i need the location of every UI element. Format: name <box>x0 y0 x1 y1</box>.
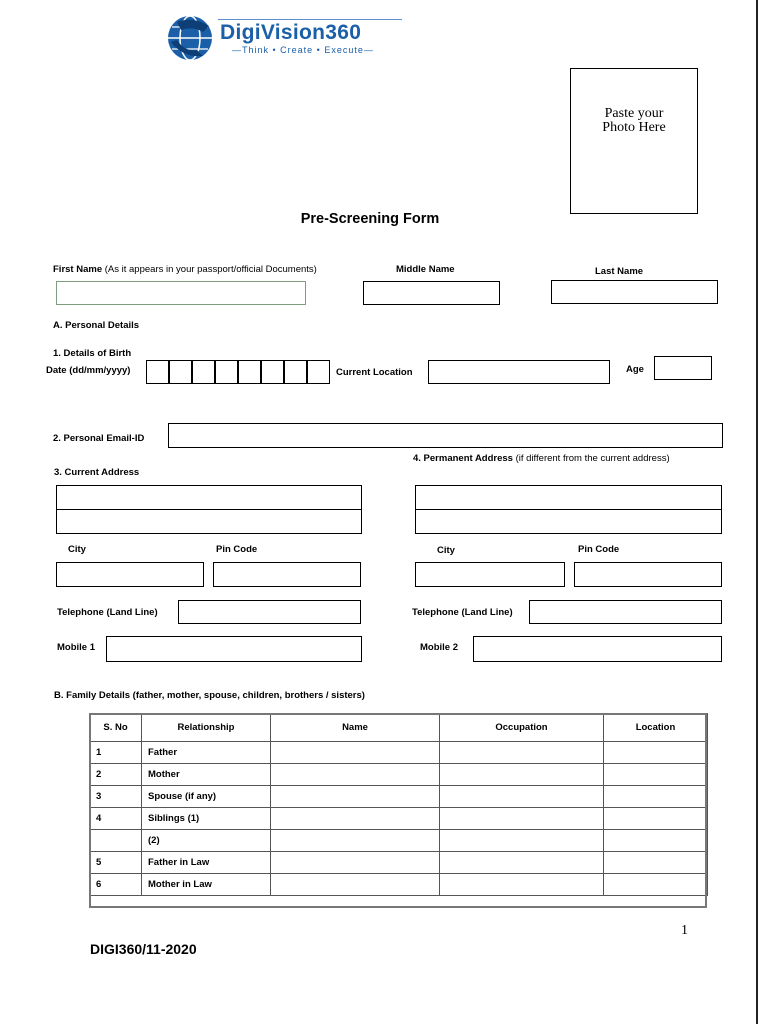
photo-box-line1: Paste your <box>604 106 664 121</box>
row-relationship: Spouse (if any) <box>142 786 271 808</box>
page-edge <box>756 0 758 1024</box>
birth-heading: 1. Details of Birth <box>53 348 132 359</box>
row-location-cell[interactable] <box>604 874 708 896</box>
row-name-cell[interactable] <box>271 786 440 808</box>
age-field[interactable] <box>654 356 712 380</box>
photo-box-line2: Photo Here <box>602 120 666 135</box>
logo-tagline: —Think • Create • Execute— <box>232 45 374 55</box>
table-row <box>90 852 708 874</box>
dob-digit-box[interactable] <box>238 360 261 384</box>
current-pin-label: Pin Code <box>216 544 258 555</box>
table-row <box>90 830 708 852</box>
table-row <box>90 764 708 786</box>
row-sno: 2 <box>90 764 142 786</box>
current-address-line1[interactable] <box>56 485 362 510</box>
permanent-city-label: City <box>437 545 455 556</box>
email-label: 2. Personal Email-ID <box>53 433 145 444</box>
dob-digit-box[interactable] <box>261 360 284 384</box>
row-occupation-cell[interactable] <box>440 874 604 896</box>
permanent-city-field[interactable] <box>415 562 565 587</box>
mobile1-field[interactable] <box>106 636 362 662</box>
row-location-cell[interactable] <box>604 786 708 808</box>
column-header-sno: S. No <box>90 714 142 742</box>
permanent-pin-label: Pin Code <box>578 544 620 555</box>
table-row <box>90 786 708 808</box>
permanent-address-hint: (if different from the current address) <box>515 453 670 464</box>
permanent-address-line2[interactable] <box>415 509 722 534</box>
row-name-cell[interactable] <box>271 874 440 896</box>
globe-icon <box>163 12 219 64</box>
middle-name-field[interactable] <box>363 281 500 305</box>
row-location-cell[interactable] <box>604 830 708 852</box>
row-occupation-cell[interactable] <box>440 764 604 786</box>
dob-digit-box[interactable] <box>307 360 330 384</box>
row-occupation-cell[interactable] <box>440 786 604 808</box>
current-pin-field[interactable] <box>213 562 361 587</box>
dob-digit-box[interactable] <box>215 360 238 384</box>
mobile2-label: Mobile 2 <box>420 642 459 653</box>
row-sno: 4 <box>90 808 142 830</box>
dob-digit-box[interactable] <box>192 360 215 384</box>
middle-name-label: Middle Name <box>396 264 455 275</box>
current-city-field[interactable] <box>56 562 204 587</box>
current-telephone-label: Telephone (Land Line) <box>57 607 158 618</box>
family-details-table <box>89 713 708 896</box>
column-header-relationship: Relationship <box>142 714 271 742</box>
current-city-label: City <box>68 544 86 555</box>
row-sno: 1 <box>90 742 142 764</box>
mobile1-label: Mobile 1 <box>57 642 96 653</box>
row-sno: 6 <box>90 874 142 896</box>
row-relationship: Father in Law <box>142 852 271 874</box>
photo-box[interactable] <box>570 68 698 214</box>
email-field[interactable] <box>168 423 723 448</box>
permanent-address-label: 4. Permanent Address (if different from the current address) <box>413 453 670 464</box>
last-name-label: Last Name <box>595 266 644 277</box>
row-occupation-cell[interactable] <box>440 742 604 764</box>
dob-digit-box[interactable] <box>146 360 169 384</box>
section-a-heading: A. Personal Details <box>53 320 140 331</box>
first-name-hint: (As it appears in your passport/official Documents) <box>104 264 317 275</box>
permanent-address-line1[interactable] <box>415 485 722 510</box>
mobile2-field[interactable] <box>473 636 722 662</box>
row-name-cell[interactable] <box>271 852 440 874</box>
current-telephone-field[interactable] <box>178 600 361 624</box>
logo-top-rule <box>218 19 402 20</box>
row-name-cell[interactable] <box>271 830 440 852</box>
row-sno: 3 <box>90 786 142 808</box>
column-header-location: Location <box>604 714 708 742</box>
current-address-label: 3. Current Address <box>54 467 140 478</box>
dob-label: Date (dd/mm/yyyy) <box>46 365 131 376</box>
current-location-field[interactable] <box>428 360 610 384</box>
row-relationship: Father <box>142 742 271 764</box>
current-address-line2[interactable] <box>56 509 362 534</box>
row-location-cell[interactable] <box>604 852 708 874</box>
row-occupation-cell[interactable] <box>440 852 604 874</box>
dob-digit-box[interactable] <box>169 360 192 384</box>
row-location-cell[interactable] <box>604 742 708 764</box>
age-label: Age <box>626 364 644 375</box>
permanent-pin-field[interactable] <box>574 562 722 587</box>
row-sno: 5 <box>90 852 142 874</box>
row-relationship: (2) <box>142 830 271 852</box>
first-name-label: First Name (As it appears in your passport/official Documents) <box>53 264 317 275</box>
row-occupation-cell[interactable] <box>440 808 604 830</box>
row-name-cell[interactable] <box>271 764 440 786</box>
table-row <box>90 742 708 764</box>
first-name-field[interactable] <box>56 281 306 305</box>
row-occupation-cell[interactable] <box>440 830 604 852</box>
table-header-row <box>90 714 708 742</box>
table-row <box>90 874 708 896</box>
table-row <box>90 808 708 830</box>
row-sno <box>90 830 142 852</box>
form-title: Pre-Screening Form <box>300 211 440 227</box>
permanent-telephone-label: Telephone (Land Line) <box>412 607 513 618</box>
row-relationship: Mother <box>142 764 271 786</box>
row-name-cell[interactable] <box>271 808 440 830</box>
column-header-name: Name <box>271 714 440 742</box>
row-name-cell[interactable] <box>271 742 440 764</box>
row-location-cell[interactable] <box>604 808 708 830</box>
page-number: 1 <box>681 923 688 938</box>
row-location-cell[interactable] <box>604 764 708 786</box>
section-b-heading: B. Family Details (father, mother, spouse, children, brothers / sisters) <box>54 690 365 701</box>
footer-document-code: DIGI360/11-2020 <box>90 941 197 957</box>
current-location-label: Current Location <box>336 367 413 378</box>
column-header-occupation: Occupation <box>440 714 604 742</box>
logo-wordmark: DigiVision360 <box>220 21 362 44</box>
last-name-field[interactable] <box>551 280 718 304</box>
dob-digit-box[interactable] <box>284 360 307 384</box>
permanent-telephone-field[interactable] <box>529 600 722 624</box>
row-relationship: Mother in Law <box>142 874 271 896</box>
row-relationship: Siblings (1) <box>142 808 271 830</box>
